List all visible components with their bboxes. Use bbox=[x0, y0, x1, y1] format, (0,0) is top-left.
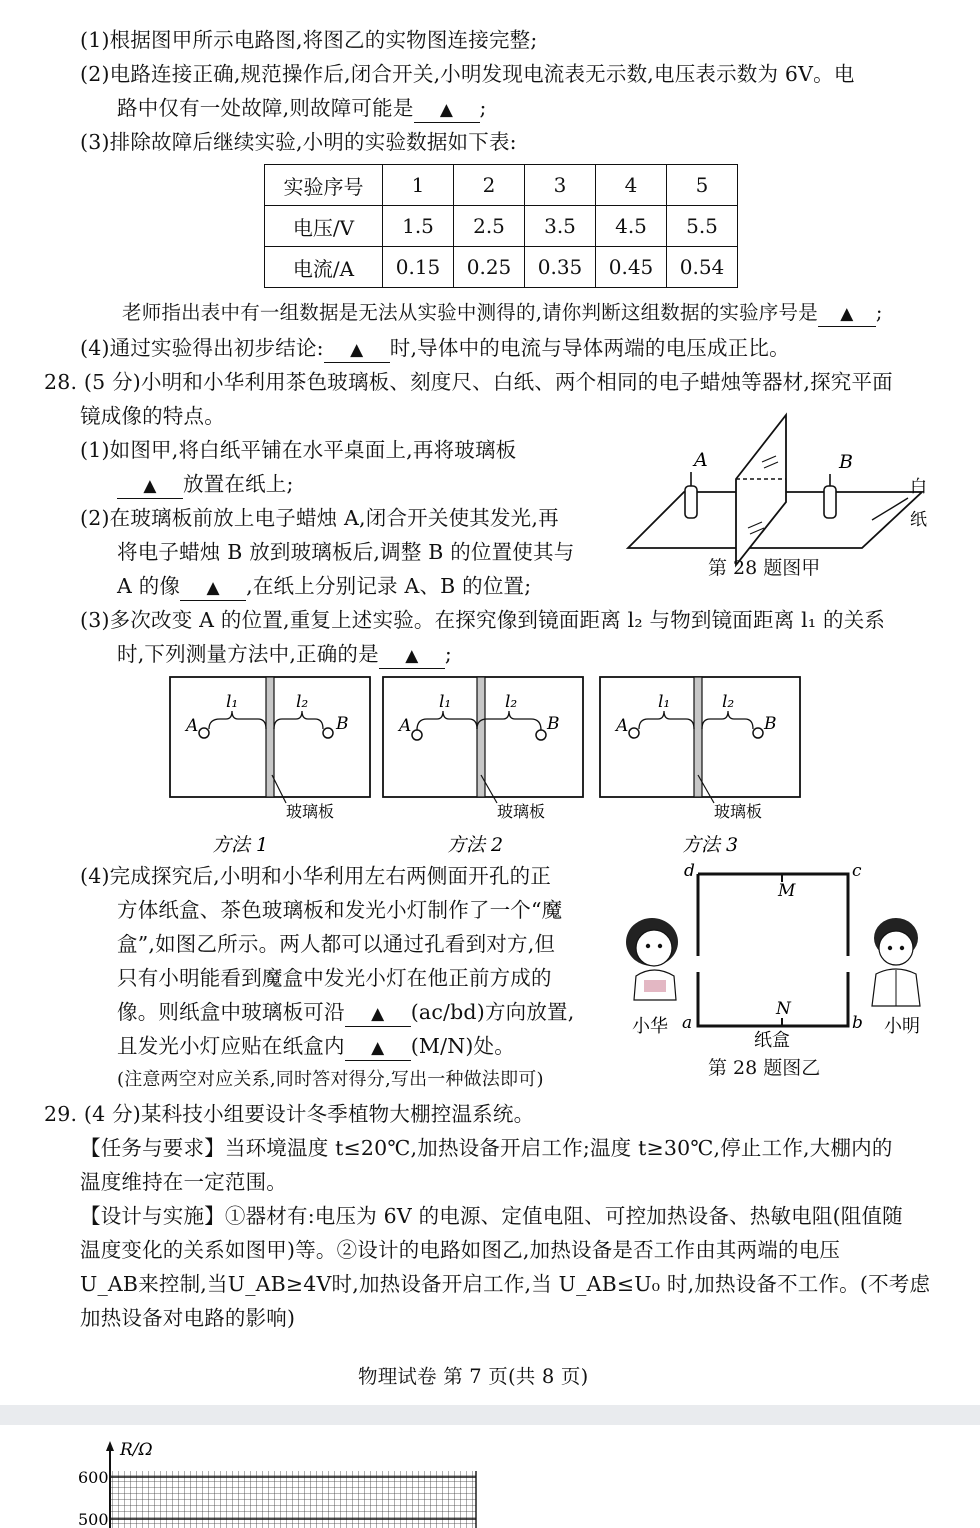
paper-label-1: 白 bbox=[910, 477, 927, 497]
q27-part4 bbox=[80, 333, 790, 363]
q29-design-line3: U_AB来控制,当U_AB≥4V时,加热设备开启工作,当 U_AB≤U₀ 时,加热设备不工作。(不考虑 bbox=[80, 1272, 931, 1296]
method-3-caption: 方法 3 bbox=[682, 834, 739, 856]
q27-part1: (1)根据图甲所示电路图,将图乙的实物图连接完整; bbox=[80, 28, 538, 52]
q28-part2-text: A 的像 bbox=[117, 574, 181, 598]
table-cell: 5 bbox=[667, 165, 738, 206]
method-2-caption: 方法 2 bbox=[447, 834, 504, 856]
q28-part4-line4: 只有小明能看到魔盒中发光小灯在他正前方成的 bbox=[117, 966, 552, 990]
q29-stem: 29. (4 分)某科技小组要设计冬季植物大棚控温系统。 bbox=[44, 1102, 535, 1126]
method-3-diagram bbox=[600, 677, 800, 856]
glass-label: 玻璃板 bbox=[286, 802, 335, 821]
table-row bbox=[265, 206, 738, 247]
point-n: N bbox=[776, 999, 791, 1019]
page-separator bbox=[0, 1405, 980, 1425]
y-tick-label: 600 bbox=[78, 1468, 109, 1487]
glass-label: 玻璃板 bbox=[714, 802, 763, 821]
table-cell: 5.5 bbox=[667, 206, 738, 247]
q27-part2-text: 路中仅有一处故障,则故障可能是 bbox=[117, 96, 414, 120]
corner-d: d bbox=[684, 861, 695, 881]
table-cell: 2 bbox=[454, 165, 525, 206]
table-cell: 0.35 bbox=[525, 247, 596, 288]
candle-a bbox=[685, 486, 697, 518]
q29-task-line2: 温度维持在一定范围。 bbox=[80, 1170, 287, 1194]
table-cell: 1 bbox=[383, 165, 454, 206]
q27-part2-line1: (2)电路连接正确,规范操作后,闭合开关,小明发现电流表无示数,电压表示数为 6V。电 bbox=[80, 62, 855, 86]
candle-b-label: B bbox=[839, 451, 853, 473]
q28-part4-line6 bbox=[117, 1031, 515, 1061]
answer-mark: ▲ bbox=[143, 476, 157, 496]
table-cell: 4 bbox=[596, 165, 667, 206]
page-footer: 物理试卷 第 7 页(共 8 页) bbox=[358, 1365, 589, 1388]
table-row bbox=[265, 165, 738, 206]
answer-mark: ▲ bbox=[350, 340, 364, 360]
xiaohua-figure bbox=[626, 918, 678, 1000]
q27-part4-text: (4)通过实验得出初步结论: bbox=[80, 336, 324, 360]
method-2-diagram bbox=[383, 677, 583, 856]
b-label: B bbox=[547, 714, 560, 734]
answer-mark: ▲ bbox=[206, 578, 220, 598]
a-label: A bbox=[616, 716, 629, 736]
answer-mark: ▲ bbox=[439, 100, 454, 120]
q28-stem-line1: 28. (5 分)小明和小华利用茶色玻璃板、刻度尺、白纸、两个相同的电子蜡烛等器材,探究平面 bbox=[44, 370, 893, 394]
table-cell: 3.5 bbox=[525, 206, 596, 247]
q28-part3-line2 bbox=[117, 639, 452, 669]
answer-blank-1[interactable] bbox=[414, 96, 480, 123]
glass-plate bbox=[266, 677, 274, 797]
table-cell: 3 bbox=[525, 165, 596, 206]
q28-part2-line1: (2)在玻璃板前放上电子蜡烛 A,闭合开关使其发光,再 bbox=[80, 506, 559, 530]
paper-label-2: 纸 bbox=[910, 510, 927, 530]
table-cell: 电流/A bbox=[265, 247, 383, 288]
candle-b bbox=[824, 486, 836, 518]
answer-blank-3[interactable] bbox=[324, 336, 390, 363]
q28-part1-line2 bbox=[117, 469, 294, 499]
q29-task-line1: 【任务与要求】当环境温度 t≤20℃,加热设备开启工作;温度 t≥30℃,停止工作,大棚内的 bbox=[80, 1136, 893, 1160]
paper-box bbox=[698, 874, 848, 1026]
l1-label: l₁ bbox=[439, 692, 452, 712]
b-label: B bbox=[764, 714, 777, 734]
q28-part1-end: 放置在纸上; bbox=[183, 472, 294, 496]
xiaoming-label: 小明 bbox=[884, 1016, 920, 1037]
a-label: A bbox=[186, 716, 199, 736]
table-cell: 4.5 bbox=[596, 206, 667, 247]
q28-part4-line5 bbox=[117, 997, 574, 1027]
q28-part4-end-1: (ac/bd)方向放置, bbox=[410, 1000, 575, 1024]
method-1-diagram bbox=[170, 677, 370, 856]
l2-label: l₂ bbox=[722, 692, 735, 712]
q28-part3-text: 时,下列测量方法中,正确的是 bbox=[117, 642, 379, 666]
table-cell: 1.5 bbox=[383, 206, 454, 247]
table-cell: 0.25 bbox=[454, 247, 525, 288]
corner-a: a bbox=[682, 1013, 693, 1033]
table-cell: 电压/V bbox=[265, 206, 383, 247]
answer-blank-6[interactable] bbox=[379, 642, 445, 669]
figure-28-yi-caption: 第 28 题图乙 bbox=[708, 1057, 821, 1079]
table-cell: 0.54 bbox=[667, 247, 738, 288]
l1-label: l₁ bbox=[226, 692, 239, 712]
answer-blank-8[interactable] bbox=[345, 1034, 411, 1061]
q28-part3-line1: (3)多次改变 A 的位置,重复上述实验。在探究像到镜面距离 l₂ 与物到镜面距离 l₁ 的关系 bbox=[80, 608, 886, 632]
experiment-data-table bbox=[264, 164, 738, 288]
answer-blank-5[interactable] bbox=[180, 574, 246, 601]
q28-part2-end: ,在纸上分别记录 A、B 的位置; bbox=[246, 574, 532, 598]
q28-part4-line3: 盒”,如图乙所示。两人都可以通过孔看到对方,但 bbox=[117, 932, 556, 956]
teacher-note bbox=[122, 298, 883, 328]
table-cell: 0.45 bbox=[596, 247, 667, 288]
b-label: B bbox=[336, 714, 349, 734]
q29-design-line2: 温度变化的关系如图甲)等。②设计的电路如图乙,加热设备是否工作由其两端的电压 bbox=[80, 1238, 841, 1262]
q28-part4-text-2: 且发光小灯应贴在纸盒内 bbox=[117, 1034, 345, 1058]
y-tick-label: 500 bbox=[78, 1510, 109, 1528]
table-cell: 2.5 bbox=[454, 206, 525, 247]
glass-plate bbox=[736, 415, 786, 565]
xiaohua-label: 小华 bbox=[632, 1016, 668, 1037]
y-axis-label: R/Ω bbox=[120, 1440, 153, 1460]
measurement-methods-figure bbox=[168, 675, 808, 865]
candle-a-label: A bbox=[694, 449, 708, 471]
method-1-caption: 方法 1 bbox=[212, 834, 269, 856]
q28-part4-text-1: 像。则纸盒中玻璃板可沿 bbox=[117, 1000, 345, 1024]
q28-part1-line1: (1)如图甲,将白纸平铺在水平桌面上,再将玻璃板 bbox=[80, 438, 517, 462]
answer-mark: ▲ bbox=[371, 1004, 385, 1024]
q29-design-line1: 【设计与实施】①器材有:电压为 6V 的电源、定值电阻、可控加热设备、热敏电阻(阻值随 bbox=[80, 1204, 903, 1228]
box-label: 纸盒 bbox=[754, 1030, 790, 1051]
l2-label: l₂ bbox=[505, 692, 518, 712]
point-m: M bbox=[778, 881, 796, 901]
glass-label: 玻璃板 bbox=[497, 802, 546, 821]
answer-blank-2[interactable] bbox=[818, 301, 876, 327]
q27-part3: (3)排除故障后继续实验,小明的实验数据如下表: bbox=[80, 130, 517, 154]
resistance-temperature-graph bbox=[70, 1433, 490, 1528]
q28-part4-line2: 方体纸盒、茶色玻璃板和发光小灯制作了一个“魔 bbox=[117, 898, 563, 922]
table-row bbox=[265, 247, 738, 288]
a-label: A bbox=[399, 716, 412, 736]
q28-part2-line2: 将电子蜡烛 B 放到玻璃板后,调整 B 的位置使其与 bbox=[117, 540, 575, 564]
exam-page-8-top bbox=[0, 1425, 980, 1528]
table-cell: 实验序号 bbox=[265, 165, 383, 206]
q29-design-line4: 加热设备对电路的影响) bbox=[80, 1306, 296, 1330]
corner-b: b bbox=[852, 1013, 863, 1033]
q28-part4-line1: (4)完成探究后,小明和小华利用左右两侧面开孔的正 bbox=[80, 864, 552, 888]
figure-28-jia-caption: 第 28 题图甲 bbox=[708, 557, 821, 579]
teacher-note-end: ; bbox=[875, 301, 883, 324]
q27-part2-end: ; bbox=[479, 96, 487, 120]
xiaoming-figure bbox=[872, 918, 920, 1006]
q27-part2-line2 bbox=[117, 93, 487, 123]
q28-part2-line3 bbox=[117, 571, 531, 601]
q28-part4-end-2: (M/N)处。 bbox=[410, 1034, 515, 1058]
answer-mark: ▲ bbox=[371, 1038, 385, 1058]
q27-part4-end: 时,导体中的电流与导体两端的电压成正比。 bbox=[389, 336, 790, 360]
q28-part3-end: ; bbox=[444, 642, 452, 666]
corner-c: c bbox=[852, 861, 862, 881]
q28-part4-note: (注意两空对应关系,同时答对得分,写出一种做法即可) bbox=[117, 1069, 544, 1090]
answer-blank-7[interactable] bbox=[345, 1000, 411, 1027]
l1-label: l₁ bbox=[658, 692, 671, 712]
answer-mark: ▲ bbox=[840, 304, 854, 324]
answer-blank-4[interactable] bbox=[117, 472, 183, 499]
figure-28-yi bbox=[612, 860, 942, 1080]
teacher-note-text: 老师指出表中有一组数据是无法从实验中测得的,请你判断这组数据的实验序号是 bbox=[122, 301, 818, 324]
l2-label: l₂ bbox=[296, 692, 309, 712]
table-cell: 0.15 bbox=[383, 247, 454, 288]
q28-stem-line2: 镜成像的特点。 bbox=[80, 404, 225, 428]
answer-mark: ▲ bbox=[405, 646, 419, 666]
